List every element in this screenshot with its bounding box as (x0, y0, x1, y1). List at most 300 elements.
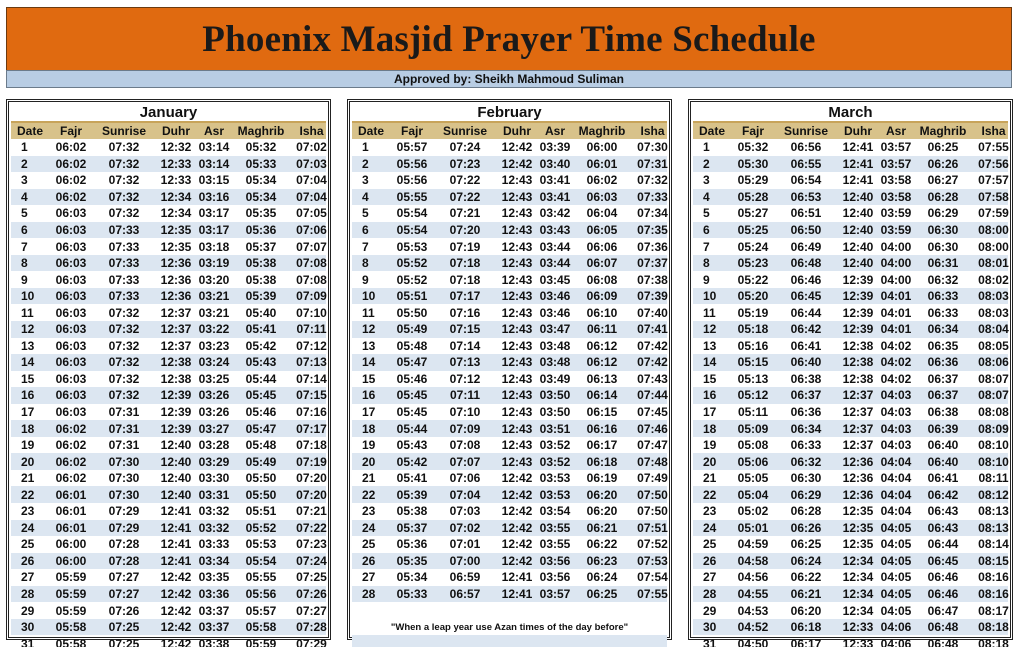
cell-maghrib: 05:47 (245, 421, 277, 436)
cell-date: 11 (703, 305, 716, 320)
cell-fajr: 05:37 (396, 520, 428, 535)
table-row (11, 536, 326, 553)
cell-asr: 03:50 (539, 405, 571, 420)
cell-asr: 03:33 (198, 537, 230, 552)
cell-maghrib: 06:09 (586, 289, 618, 304)
cell-date: 19 (21, 438, 35, 453)
table-row (352, 255, 667, 272)
cell-duhr: 12:33 (160, 173, 192, 188)
cell-isha: 07:06 (296, 223, 327, 237)
cell-fajr: 04:59 (737, 537, 769, 552)
cell-date: 30 (703, 620, 717, 635)
cell-maghrib: 05:52 (245, 520, 277, 535)
cell-fajr: 06:02 (55, 454, 87, 469)
cell-sunrise: 06:42 (790, 322, 822, 337)
cell-maghrib: 05:55 (245, 570, 277, 585)
cell-maghrib: 06:06 (586, 239, 618, 254)
cell-sunrise: 07:33 (108, 223, 140, 237)
cell-duhr: 12:36 (842, 454, 874, 469)
cell-maghrib: 06:31 (927, 256, 959, 271)
table-row (693, 536, 1008, 553)
cell-asr: 03:26 (198, 388, 230, 403)
cell-isha: 07:02 (296, 140, 327, 155)
cell-date: 19 (703, 438, 717, 453)
cell-date: 14 (362, 355, 376, 370)
table-row (693, 189, 1008, 206)
cell-fajr: 05:50 (396, 305, 428, 320)
cell-maghrib: 05:44 (245, 371, 277, 386)
cell-isha: 07:50 (637, 487, 668, 502)
cell-date: 25 (362, 537, 376, 552)
table-row (352, 486, 667, 503)
cell-asr: 03:57 (539, 587, 571, 602)
cell-fajr: 05:27 (737, 206, 769, 221)
cell-isha: 07:38 (637, 272, 668, 287)
table-row (11, 602, 326, 619)
cell-isha: 07:26 (296, 587, 327, 602)
table-row (352, 172, 667, 189)
cell-fajr: 05:39 (396, 487, 428, 502)
cell-sunrise: 07:14 (449, 338, 481, 353)
table-row (693, 321, 1008, 338)
table-row (352, 338, 667, 355)
cell-fajr: 05:43 (396, 438, 428, 453)
cell-date: 10 (703, 289, 717, 304)
blank-row (352, 602, 667, 619)
table-row (352, 156, 667, 173)
cell-maghrib: 06:00 (586, 140, 618, 155)
table-row (11, 586, 326, 603)
table-row (11, 569, 326, 586)
cell-asr: 04:05 (880, 587, 912, 602)
cell-date: 15 (703, 371, 717, 386)
cell-maghrib: 05:56 (245, 587, 277, 602)
cell-maghrib: 06:39 (927, 421, 959, 436)
cell-isha: 07:11 (296, 322, 327, 337)
cell-isha: 08:13 (978, 520, 1009, 535)
cell-sunrise: 06:34 (790, 421, 822, 436)
cell-fajr: 05:48 (396, 338, 428, 353)
cell-duhr: 12:34 (842, 603, 874, 618)
cell-fajr: 05:46 (396, 371, 428, 386)
table-row (352, 470, 667, 487)
cell-date: 18 (21, 421, 35, 436)
cell-maghrib: 05:39 (245, 289, 277, 304)
cell-date: 16 (21, 388, 35, 403)
cell-fajr: 05:09 (737, 421, 769, 436)
cell-sunrise: 06:49 (790, 239, 822, 254)
cell-sunrise: 07:18 (449, 272, 481, 287)
cell-isha: 07:49 (637, 471, 668, 486)
cell-sunrise: 07:02 (449, 520, 481, 535)
cell-isha: 08:03 (978, 289, 1009, 304)
table-row (11, 338, 326, 355)
table-row (693, 139, 1008, 156)
cell-maghrib: 06:20 (586, 487, 618, 502)
cell-fajr: 05:54 (396, 223, 428, 237)
cell-maghrib: 06:03 (586, 189, 618, 204)
cell-date: 25 (21, 537, 35, 552)
cell-fajr: 05:59 (55, 587, 87, 602)
cell-duhr: 12:33 (842, 620, 874, 635)
column-header-maghrib: Maghrib (237, 124, 285, 138)
cell-asr: 04:05 (880, 570, 912, 585)
cell-duhr: 12:43 (501, 421, 533, 436)
cell-asr: 03:21 (198, 289, 230, 304)
table-row (352, 304, 667, 321)
cell-duhr: 12:42 (160, 636, 192, 647)
cell-maghrib: 06:43 (927, 504, 959, 519)
column-header-isha: Isha (981, 124, 1006, 138)
cell-maghrib: 05:57 (245, 603, 277, 618)
cell-sunrise: 07:33 (108, 256, 140, 271)
cell-duhr: 12:42 (160, 620, 192, 635)
cell-asr: 03:14 (198, 140, 230, 155)
cell-fajr: 05:02 (737, 504, 769, 519)
cell-sunrise: 06:48 (790, 256, 822, 271)
cell-asr: 03:42 (539, 206, 571, 221)
cell-asr: 03:19 (198, 256, 230, 271)
table-row (352, 437, 667, 454)
cell-maghrib: 06:18 (586, 454, 618, 469)
cell-maghrib: 06:30 (927, 239, 959, 254)
cell-sunrise: 06:21 (790, 587, 822, 602)
cell-duhr: 12:43 (501, 388, 533, 403)
cell-isha: 07:05 (296, 206, 327, 221)
cell-duhr: 12:42 (160, 587, 192, 602)
cell-sunrise: 06:25 (790, 537, 822, 552)
cell-duhr: 12:41 (160, 504, 192, 519)
cell-fajr: 05:42 (396, 454, 428, 469)
cell-duhr: 12:40 (160, 471, 192, 486)
cell-asr: 04:03 (880, 421, 912, 436)
cell-asr: 03:27 (198, 421, 230, 436)
cell-date: 23 (21, 504, 35, 519)
cell-asr: 03:56 (539, 570, 571, 585)
table-row (693, 238, 1008, 255)
cell-duhr: 12:42 (160, 603, 192, 618)
cell-fajr: 05:15 (737, 355, 769, 370)
cell-maghrib: 06:41 (927, 471, 959, 486)
cell-date: 22 (21, 487, 35, 502)
table-row (693, 602, 1008, 619)
cell-date: 10 (21, 289, 35, 304)
month-title: January (11, 104, 326, 121)
table-row (352, 503, 667, 520)
cell-maghrib: 06:07 (586, 256, 618, 271)
cell-date: 29 (703, 603, 717, 618)
cell-fajr: 05:57 (396, 140, 428, 155)
cell-sunrise: 07:15 (449, 322, 481, 337)
table-row (693, 172, 1008, 189)
cell-asr: 03:59 (880, 223, 912, 237)
cell-isha: 08:04 (978, 322, 1009, 337)
cell-isha: 07:55 (637, 587, 668, 602)
cell-duhr: 12:40 (842, 206, 874, 221)
table-row (11, 205, 326, 222)
cell-duhr: 12:40 (160, 487, 192, 502)
cell-date: 21 (362, 471, 376, 486)
cell-sunrise: 06:44 (790, 305, 822, 320)
cell-duhr: 12:34 (842, 587, 874, 602)
cell-sunrise: 06:32 (790, 454, 822, 469)
cell-maghrib: 06:12 (586, 355, 618, 370)
cell-fajr: 06:01 (55, 487, 87, 502)
cell-date: 24 (703, 520, 717, 535)
cell-isha: 07:46 (637, 421, 668, 436)
cell-maghrib: 06:45 (927, 553, 959, 568)
cell-sunrise: 06:37 (790, 388, 822, 403)
cell-isha: 07:24 (296, 553, 327, 568)
cell-fajr: 05:56 (396, 173, 428, 188)
cell-fajr: 05:06 (737, 454, 769, 469)
cell-duhr: 12:34 (842, 553, 874, 568)
cell-maghrib: 06:12 (586, 338, 618, 353)
cell-sunrise: 07:31 (108, 421, 140, 436)
cell-fajr: 05:58 (55, 620, 87, 635)
table-row (352, 569, 667, 586)
cell-duhr: 12:39 (842, 272, 874, 287)
cell-duhr: 12:40 (160, 438, 192, 453)
cell-duhr: 12:41 (501, 587, 533, 602)
column-header-maghrib: Maghrib (919, 124, 967, 138)
cell-duhr: 12:43 (501, 355, 533, 370)
cell-sunrise: 07:11 (449, 388, 481, 403)
table-row (693, 222, 1008, 239)
cell-maghrib: 05:37 (245, 239, 277, 254)
cell-asr: 03:39 (539, 140, 571, 155)
cell-maghrib: 06:01 (586, 156, 618, 171)
table-row (352, 205, 667, 222)
cell-isha: 07:09 (296, 289, 327, 304)
cell-maghrib: 05:50 (245, 487, 277, 502)
cell-sunrise: 07:24 (449, 140, 481, 155)
cell-maghrib: 05:40 (245, 305, 277, 320)
cell-asr: 03:32 (198, 520, 230, 535)
cell-isha: 07:42 (637, 338, 668, 353)
cell-duhr: 12:35 (842, 504, 874, 519)
cell-date: 16 (362, 388, 376, 403)
table-row (11, 619, 326, 636)
cell-date: 6 (703, 223, 710, 237)
cell-duhr: 12:41 (160, 520, 192, 535)
cell-isha: 07:20 (296, 487, 327, 502)
table-row (693, 553, 1008, 570)
cell-date: 12 (362, 322, 376, 337)
cell-maghrib: 06:40 (927, 438, 959, 453)
cell-date: 9 (362, 272, 369, 287)
cell-duhr: 12:38 (842, 338, 874, 353)
cell-asr: 04:05 (880, 537, 912, 552)
cell-date: 22 (703, 487, 717, 502)
title-banner (6, 7, 1012, 71)
cell-sunrise: 06:17 (790, 636, 822, 647)
cell-maghrib: 06:37 (927, 371, 959, 386)
cell-duhr: 12:42 (501, 156, 533, 171)
cell-asr: 04:05 (880, 520, 912, 535)
month-title: February (352, 104, 667, 121)
cell-sunrise: 07:32 (108, 206, 140, 221)
cell-asr: 04:06 (880, 636, 912, 647)
cell-fajr: 05:41 (396, 471, 428, 486)
table-row (693, 586, 1008, 603)
cell-sunrise: 07:32 (108, 305, 140, 320)
cell-duhr: 12:43 (501, 289, 533, 304)
cell-isha: 08:03 (978, 305, 1009, 320)
cell-sunrise: 07:33 (108, 239, 140, 254)
table-row (693, 520, 1008, 537)
column-header-isha: Isha (640, 124, 665, 138)
cell-asr: 03:48 (539, 355, 571, 370)
cell-isha: 08:00 (978, 239, 1009, 254)
cell-date: 26 (362, 553, 376, 568)
cell-date: 14 (21, 355, 35, 370)
table-row (693, 503, 1008, 520)
month-panel-march (688, 99, 1013, 647)
cell-isha: 07:36 (637, 239, 668, 254)
cell-fajr: 06:02 (55, 438, 87, 453)
cell-duhr: 12:38 (160, 371, 192, 386)
cell-date: 6 (362, 223, 369, 237)
cell-asr: 03:25 (198, 371, 230, 386)
cell-sunrise: 07:30 (108, 471, 140, 486)
cell-sunrise: 07:32 (108, 371, 140, 386)
cell-sunrise: 06:24 (790, 553, 822, 568)
cell-isha: 07:59 (978, 206, 1009, 221)
cell-isha: 07:08 (296, 256, 327, 271)
cell-asr: 03:16 (198, 189, 230, 204)
cell-date: 7 (703, 239, 710, 254)
schedule-rows (693, 139, 1008, 647)
schedule-rows (11, 139, 326, 647)
cell-date: 2 (21, 156, 28, 171)
cell-sunrise: 07:32 (108, 140, 140, 155)
cell-maghrib: 05:53 (245, 537, 277, 552)
cell-duhr: 12:39 (160, 388, 192, 403)
table-row (11, 354, 326, 371)
cell-asr: 03:17 (198, 223, 230, 237)
table-row (11, 288, 326, 305)
cell-duhr: 12:43 (501, 189, 533, 204)
cell-maghrib: 06:34 (927, 322, 959, 337)
cell-date: 17 (21, 405, 35, 420)
cell-isha: 07:23 (296, 537, 327, 552)
cell-isha: 08:10 (978, 454, 1009, 469)
cell-sunrise: 07:01 (449, 537, 481, 552)
cell-duhr: 12:34 (160, 189, 192, 204)
table-row (693, 371, 1008, 388)
cell-duhr: 12:43 (501, 438, 533, 453)
cell-isha: 07:55 (978, 140, 1009, 155)
cell-isha: 07:15 (296, 388, 327, 403)
cell-isha: 08:16 (978, 587, 1009, 602)
cell-isha: 07:19 (296, 454, 327, 469)
cell-fajr: 06:02 (55, 156, 87, 171)
cell-isha: 08:17 (978, 603, 1009, 618)
cell-duhr: 12:43 (501, 256, 533, 271)
cell-maghrib: 05:54 (245, 553, 277, 568)
cell-asr: 03:24 (198, 355, 230, 370)
cell-asr: 04:04 (880, 454, 912, 469)
cell-sunrise: 06:22 (790, 570, 822, 585)
cell-date: 26 (21, 553, 35, 568)
cell-asr: 03:44 (539, 239, 571, 254)
cell-duhr: 12:42 (501, 553, 533, 568)
cell-sunrise: 07:21 (449, 206, 481, 221)
cell-sunrise: 07:22 (449, 173, 481, 188)
cell-fajr: 06:03 (55, 322, 87, 337)
cell-isha: 07:16 (296, 405, 327, 420)
cell-asr: 03:45 (539, 272, 571, 287)
cell-isha: 08:09 (978, 421, 1009, 436)
cell-maghrib: 06:48 (927, 620, 959, 635)
cell-sunrise: 07:33 (108, 289, 140, 304)
cell-date: 27 (703, 570, 717, 585)
cell-date: 27 (21, 570, 35, 585)
column-header-asr: Asr (885, 124, 906, 138)
cell-asr: 03:36 (198, 587, 230, 602)
cell-isha: 07:56 (978, 156, 1009, 171)
cell-asr: 03:51 (539, 421, 571, 436)
cell-duhr: 12:43 (501, 338, 533, 353)
cell-maghrib: 06:28 (927, 189, 959, 204)
cell-sunrise: 07:27 (108, 587, 140, 602)
cell-date: 29 (21, 603, 35, 618)
cell-asr: 03:46 (539, 289, 571, 304)
cell-date: 5 (703, 206, 710, 221)
cell-duhr: 12:43 (501, 272, 533, 287)
cell-fajr: 06:03 (55, 405, 87, 420)
column-header-date: Date (357, 124, 384, 138)
cell-duhr: 12:33 (842, 636, 874, 647)
cell-date: 8 (703, 256, 710, 271)
cell-sunrise: 06:53 (790, 189, 822, 204)
cell-duhr: 12:35 (160, 223, 192, 237)
blank-row (352, 635, 667, 647)
cell-date: 21 (21, 471, 35, 486)
cell-fajr: 06:03 (55, 338, 87, 353)
cell-fajr: 05:24 (737, 239, 769, 254)
cell-asr: 03:54 (539, 504, 571, 519)
cell-sunrise: 07:31 (108, 438, 140, 453)
table-row (693, 271, 1008, 288)
cell-sunrise: 07:32 (108, 355, 140, 370)
cell-fajr: 05:11 (737, 405, 769, 420)
cell-duhr: 12:41 (842, 140, 874, 155)
cell-duhr: 12:36 (160, 272, 192, 287)
cell-maghrib: 06:47 (927, 603, 959, 618)
cell-date: 12 (703, 322, 717, 337)
cell-fajr: 05:23 (737, 256, 769, 271)
cell-asr: 03:49 (539, 371, 571, 386)
cell-duhr: 12:36 (842, 487, 874, 502)
cell-date: 3 (703, 173, 710, 188)
table-row (693, 453, 1008, 470)
cell-duhr: 12:39 (842, 322, 874, 337)
cell-duhr: 12:43 (501, 371, 533, 386)
cell-fajr: 05:01 (737, 520, 769, 535)
table-row (352, 553, 667, 570)
cell-date: 3 (21, 173, 28, 188)
cell-fajr: 05:25 (737, 223, 769, 237)
cell-sunrise: 07:19 (449, 239, 481, 254)
cell-fajr: 05:20 (737, 289, 769, 304)
cell-duhr: 12:41 (501, 570, 533, 585)
cell-sunrise: 07:29 (108, 520, 140, 535)
table-row (11, 486, 326, 503)
cell-duhr: 12:40 (160, 454, 192, 469)
cell-asr: 03:35 (198, 570, 230, 585)
